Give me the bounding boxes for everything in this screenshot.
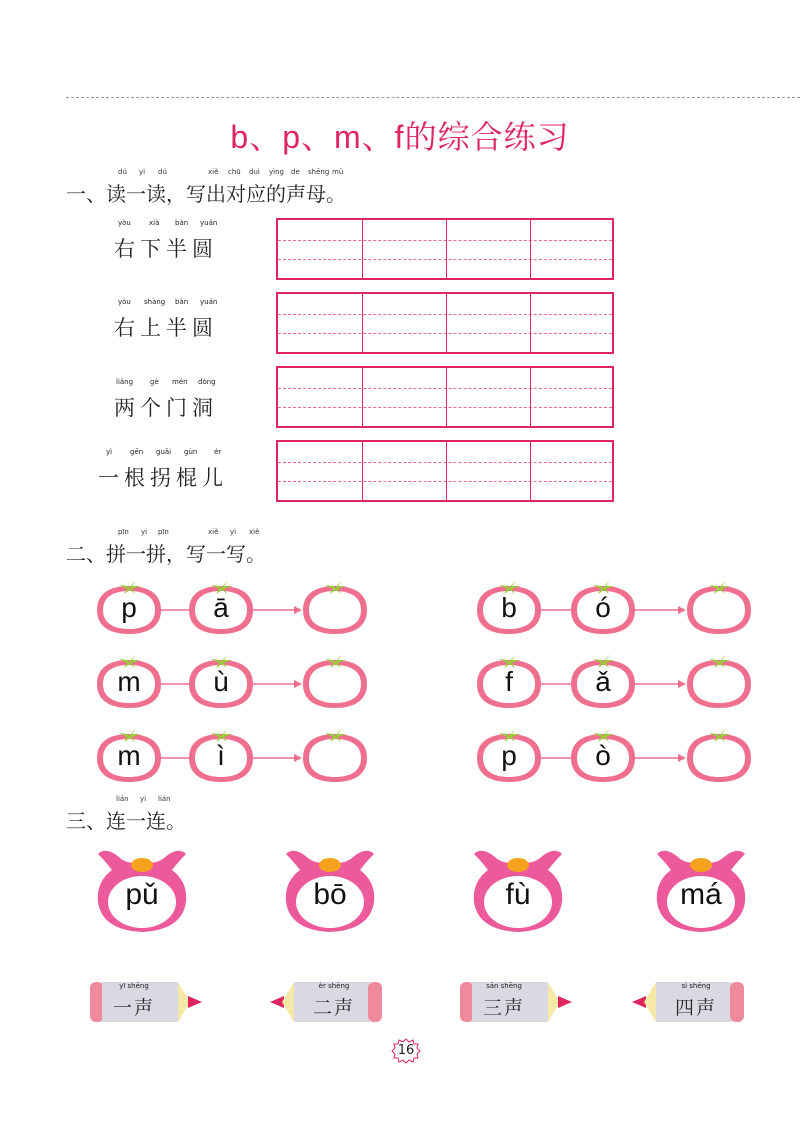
- syllable-label: pǔ: [125, 878, 159, 911]
- page-number-text: 16: [397, 1043, 415, 1058]
- pinyin-letter: m: [117, 666, 141, 697]
- pinyin: yòu: [118, 298, 131, 306]
- pinyin: pīn: [158, 528, 169, 536]
- pinyin: gè: [150, 378, 159, 386]
- pinyin: bàn: [175, 298, 189, 306]
- tone-label: 二声: [312, 997, 355, 1019]
- pinyin: lián: [116, 795, 129, 803]
- pinyin-letter: ì: [217, 740, 225, 771]
- pinyin: shēng: [308, 168, 330, 176]
- tone-label: 一声: [112, 997, 155, 1019]
- pinyin: xià: [149, 219, 160, 227]
- pinyin: yi: [141, 528, 148, 536]
- pinyin: bàn: [175, 219, 189, 227]
- syllable-label: fù: [505, 878, 531, 911]
- tone-pinyin: sān shēng: [486, 982, 522, 990]
- tone-pencil[interactable]: [460, 980, 572, 1024]
- page-title: b、p、m、f的综合练习: [230, 119, 570, 155]
- section-heading-text: 一、读一读，写出对应的声母。: [66, 182, 346, 206]
- connector-line: [541, 605, 571, 615]
- pinyin: duì: [249, 168, 260, 176]
- pinyin: de: [291, 168, 300, 176]
- pinyin-letter: m: [117, 740, 141, 771]
- pinyin: yòu: [118, 219, 131, 227]
- tone-pinyin: yī shēng: [119, 982, 149, 990]
- connector-line: [161, 679, 189, 689]
- connector-line: [541, 753, 571, 763]
- arrow-icon: [635, 752, 686, 764]
- pinyin: gùn: [184, 448, 198, 456]
- page-number: [391, 1038, 421, 1064]
- section-heading-text: 二、拼一拼，写一写。: [66, 542, 266, 566]
- pinyin-letter: ǎ: [595, 666, 611, 697]
- row-text: 右上半圆: [114, 316, 218, 340]
- row-text: 两个门洞: [114, 396, 218, 420]
- arrow-icon: [253, 678, 302, 690]
- row-text: 右下半圆: [114, 237, 218, 261]
- section3-heading: [66, 795, 186, 834]
- pinyin-letter: ó: [595, 592, 611, 623]
- tomato-answer-slot[interactable]: [684, 726, 754, 784]
- pinyin: liǎng: [116, 378, 134, 386]
- pinyin: yì: [106, 448, 113, 456]
- tomato-answer-slot[interactable]: [300, 726, 370, 784]
- pinyin: mén: [172, 378, 188, 386]
- pinyin: pīn: [118, 528, 129, 536]
- tone-pencil[interactable]: [270, 980, 382, 1024]
- pinyin-letter: b: [501, 592, 517, 623]
- pinyin: yi: [139, 168, 146, 176]
- syllable-knot[interactable]: [468, 848, 568, 938]
- tone-pinyin: èr shēng: [318, 982, 350, 990]
- pinyin: yi: [230, 528, 237, 536]
- tone-pencil[interactable]: [632, 980, 744, 1024]
- pinyin-letter: p: [121, 592, 137, 623]
- arrow-icon: [635, 678, 686, 690]
- tomato-answer-slot[interactable]: [300, 578, 370, 636]
- pinyin: yuán: [200, 298, 218, 306]
- pinyin: xiě: [208, 168, 219, 176]
- pinyin-letter: f: [505, 666, 513, 697]
- pinyin: mǔ: [332, 168, 344, 176]
- arrow-icon: [253, 752, 302, 764]
- syllable-label: má: [680, 878, 722, 911]
- syllable-label: bō: [313, 878, 347, 911]
- syllable-knot[interactable]: [92, 848, 192, 938]
- pinyin: ér: [214, 448, 222, 456]
- pinyin: xiě: [208, 528, 219, 536]
- pinyin-letter: p: [501, 740, 517, 771]
- tone-label: 三声: [482, 997, 525, 1019]
- pinyin: gēn: [130, 448, 144, 456]
- pinyin: chū: [228, 168, 241, 176]
- pinyin-letter: ò: [595, 740, 611, 771]
- syllable-knot[interactable]: [280, 848, 380, 938]
- tomato-answer-slot[interactable]: [300, 652, 370, 710]
- pinyin: yìng: [269, 168, 284, 176]
- tone-label: 四声: [674, 997, 717, 1019]
- connector-line: [161, 605, 189, 615]
- section-heading-text: 三、连一连。: [66, 809, 186, 833]
- pinyin-letter: ā: [213, 592, 229, 623]
- pinyin: shàng: [144, 298, 166, 306]
- syllable-knot[interactable]: [651, 848, 751, 938]
- pinyin-letter: ù: [213, 666, 229, 697]
- pinyin: guǎi: [156, 448, 172, 456]
- pinyin: xiě: [249, 528, 260, 536]
- tone-pencil[interactable]: [90, 980, 202, 1024]
- tone-pinyin: sì shēng: [681, 982, 711, 990]
- pinyin: lián: [158, 795, 171, 803]
- connector-line: [541, 679, 571, 689]
- pinyin: yi: [140, 795, 147, 803]
- pinyin: yuán: [200, 219, 218, 227]
- tomato-answer-slot[interactable]: [684, 578, 754, 636]
- connector-line: [161, 753, 189, 763]
- pinyin: dòng: [198, 378, 216, 386]
- arrow-icon: [635, 604, 686, 616]
- arrow-icon: [253, 604, 302, 616]
- tomato-answer-slot[interactable]: [684, 652, 754, 710]
- pinyin: dú: [158, 168, 167, 176]
- row-text: 一根拐棍儿: [98, 466, 228, 490]
- pinyin: dú: [118, 168, 127, 176]
